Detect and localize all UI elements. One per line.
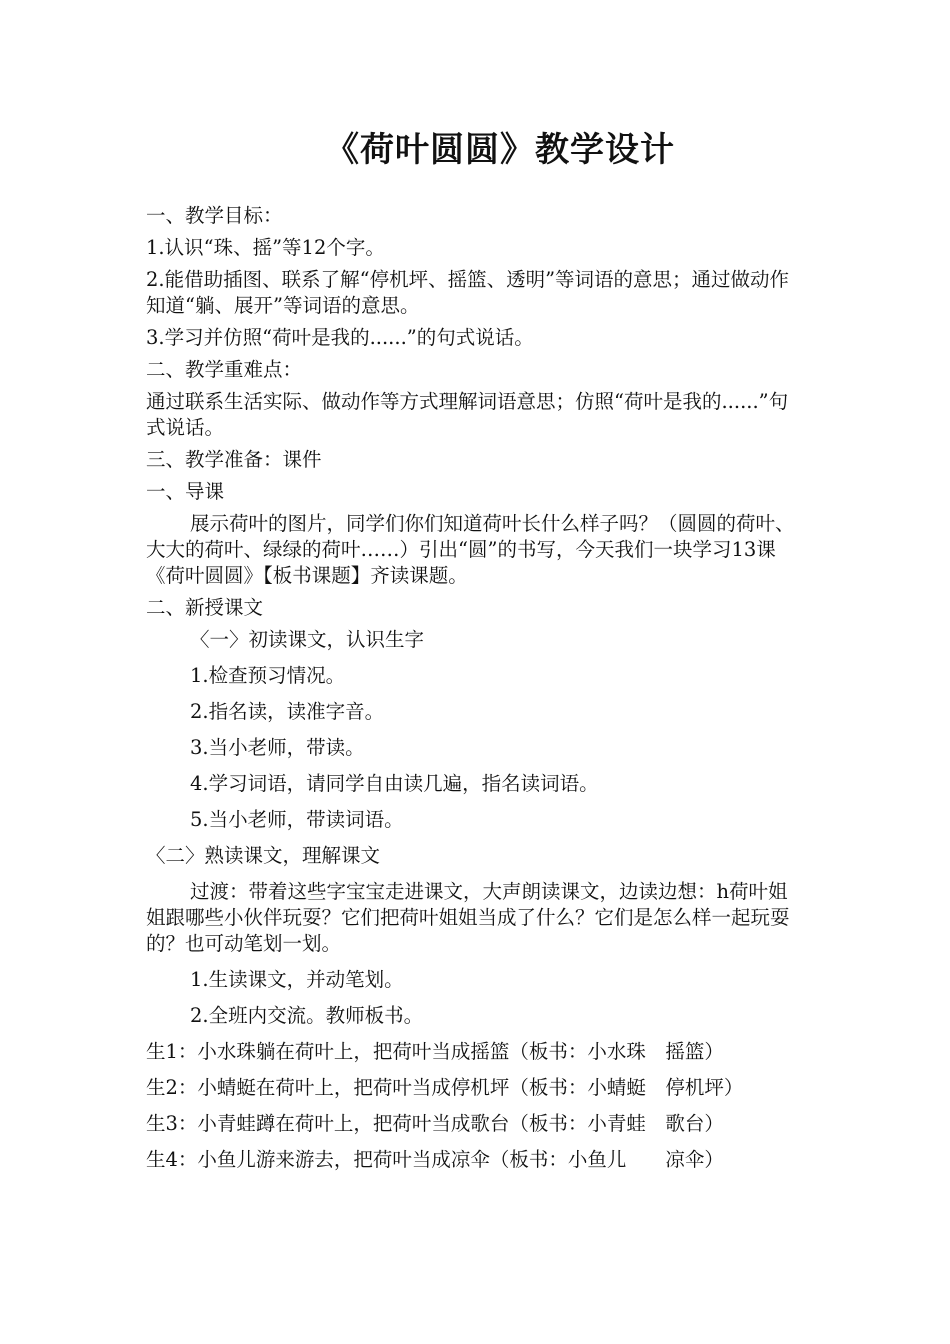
section-heading-key-points: 二、教学重难点：: [146, 358, 303, 381]
objective-1: 1.认识“珠、摇”等12个字。: [146, 236, 385, 259]
document-title: 《荷叶圆圆》教学设计: [325, 130, 675, 170]
student-answer-4: 生4：小鱼儿游来游去，把荷叶当成凉伞（板书：小鱼儿 凉伞）: [146, 1148, 724, 1171]
subsection-first-reading: 〈一〉初读课文，认识生字: [190, 628, 425, 651]
transition-paragraph: 过渡：带着这些字宝宝走进课文，大声朗读课文，边读边想：h荷叶姐姐跟哪些小伙伴玩耍？它们把荷叶姐姐当成了什么？它们是怎么样一起玩耍的？也可动笔划一划。: [146, 880, 790, 955]
step-3: 3.当小老师，带读。: [190, 736, 365, 759]
student-answer-3: 生3：小青蛙蹲在荷叶上，把荷叶当成歌台（板书：小青蛙 歌台）: [146, 1112, 724, 1135]
section-heading-intro: 一、导课: [146, 480, 225, 503]
subsection-close-reading: 〈二〉熟读课文，理解课文: [146, 844, 381, 867]
step-4: 4.学习词语，请同学自由读几遍，指名读词语。: [190, 772, 599, 795]
objective-2: 2.能借助插图、联系了解“停机坪、摇篮、透明”等词语的意思；通过做动作知道“躺、展开”等词语的意思。: [146, 268, 790, 317]
key-points-text: 通过联系生活实际、做动作等方式理解词语意思；仿照“荷叶是我的......”句式说话。: [146, 390, 789, 439]
activity-2: 2.全班内交流。教师板书。: [190, 1004, 424, 1027]
objective-3: 3.学习并仿照“荷叶是我的......”的句式说话。: [146, 326, 534, 349]
student-answer-2: 生2：小蜻蜓在荷叶上，把荷叶当成停机坪（板书：小蜻蜓 停机坪）: [146, 1076, 744, 1099]
step-2: 2.指名读，读准字音。: [190, 700, 385, 723]
step-1: 1.检查预习情况。: [190, 664, 346, 687]
intro-paragraph: 展示荷叶的图片，同学们你们知道荷叶长什么样子吗？（圆圆的荷叶、大大的荷叶、绿绿的荷叶……）引出“圆”的书写，今天我们一块学习13课《荷叶圆圆》【板书课题】齐读课题。: [146, 512, 795, 587]
section-heading-preparation: 三、教学准备：课件: [146, 448, 322, 471]
document-body: [146, 203, 806, 1183]
activity-1: 1.生读课文，并动笔划。: [190, 968, 404, 991]
student-answer-1: 生1：小水珠躺在荷叶上，把荷叶当成摇篮（板书：小水珠 摇篮）: [146, 1040, 724, 1063]
step-5: 5.当小老师，带读词语。: [190, 808, 404, 831]
section-heading-objectives: 一、教学目标：: [146, 204, 283, 227]
section-heading-new-lesson: 二、新授课文: [146, 596, 264, 619]
